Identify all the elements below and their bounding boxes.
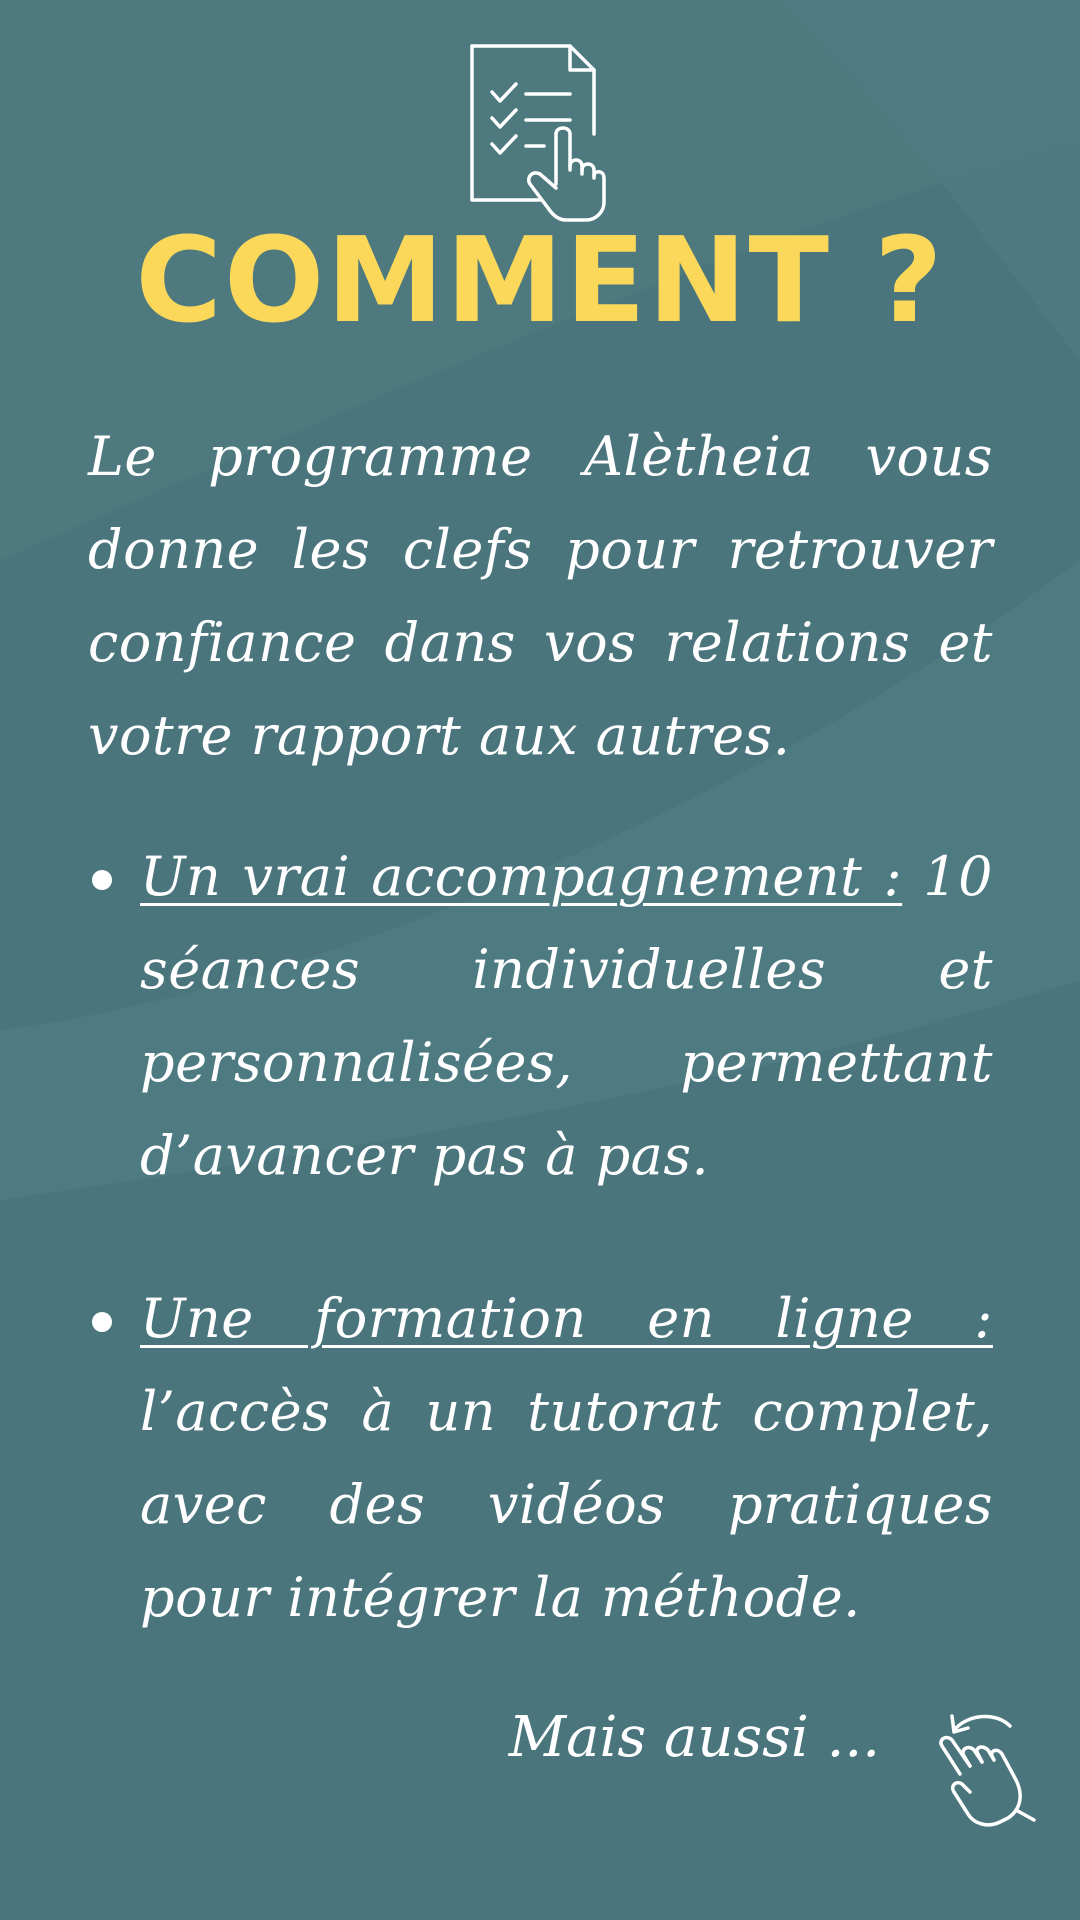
bullet-list (88, 830, 993, 1644)
footer-text: Mais aussi ... (508, 1705, 880, 1770)
bullet-item (88, 830, 993, 1202)
bullet-dot (92, 870, 112, 890)
bullet-dot (92, 1312, 112, 1332)
intro-paragraph: Le programme Alètheia vous donne les clefs pour retrouver confiance dans vos relations et votre rapport aux autres. (88, 425, 993, 767)
checklist-tap-icon (470, 44, 610, 224)
bullet-title: Une formation en ligne : (140, 1287, 993, 1350)
bullet-text: l’accès à un tutorat complet, avec des vidéos pratiques pour intégrer la méthode. (140, 1380, 993, 1629)
bullet-title: Un vrai accompagnement : (140, 845, 903, 908)
swipe-hand-icon (930, 1706, 1040, 1836)
bullet-item (88, 1272, 993, 1644)
bullet-text: 10 séances individuelles et personnalisées, permettant d’avancer pas à pas. (140, 845, 993, 1187)
page-title: COMMENT ? (135, 211, 945, 349)
